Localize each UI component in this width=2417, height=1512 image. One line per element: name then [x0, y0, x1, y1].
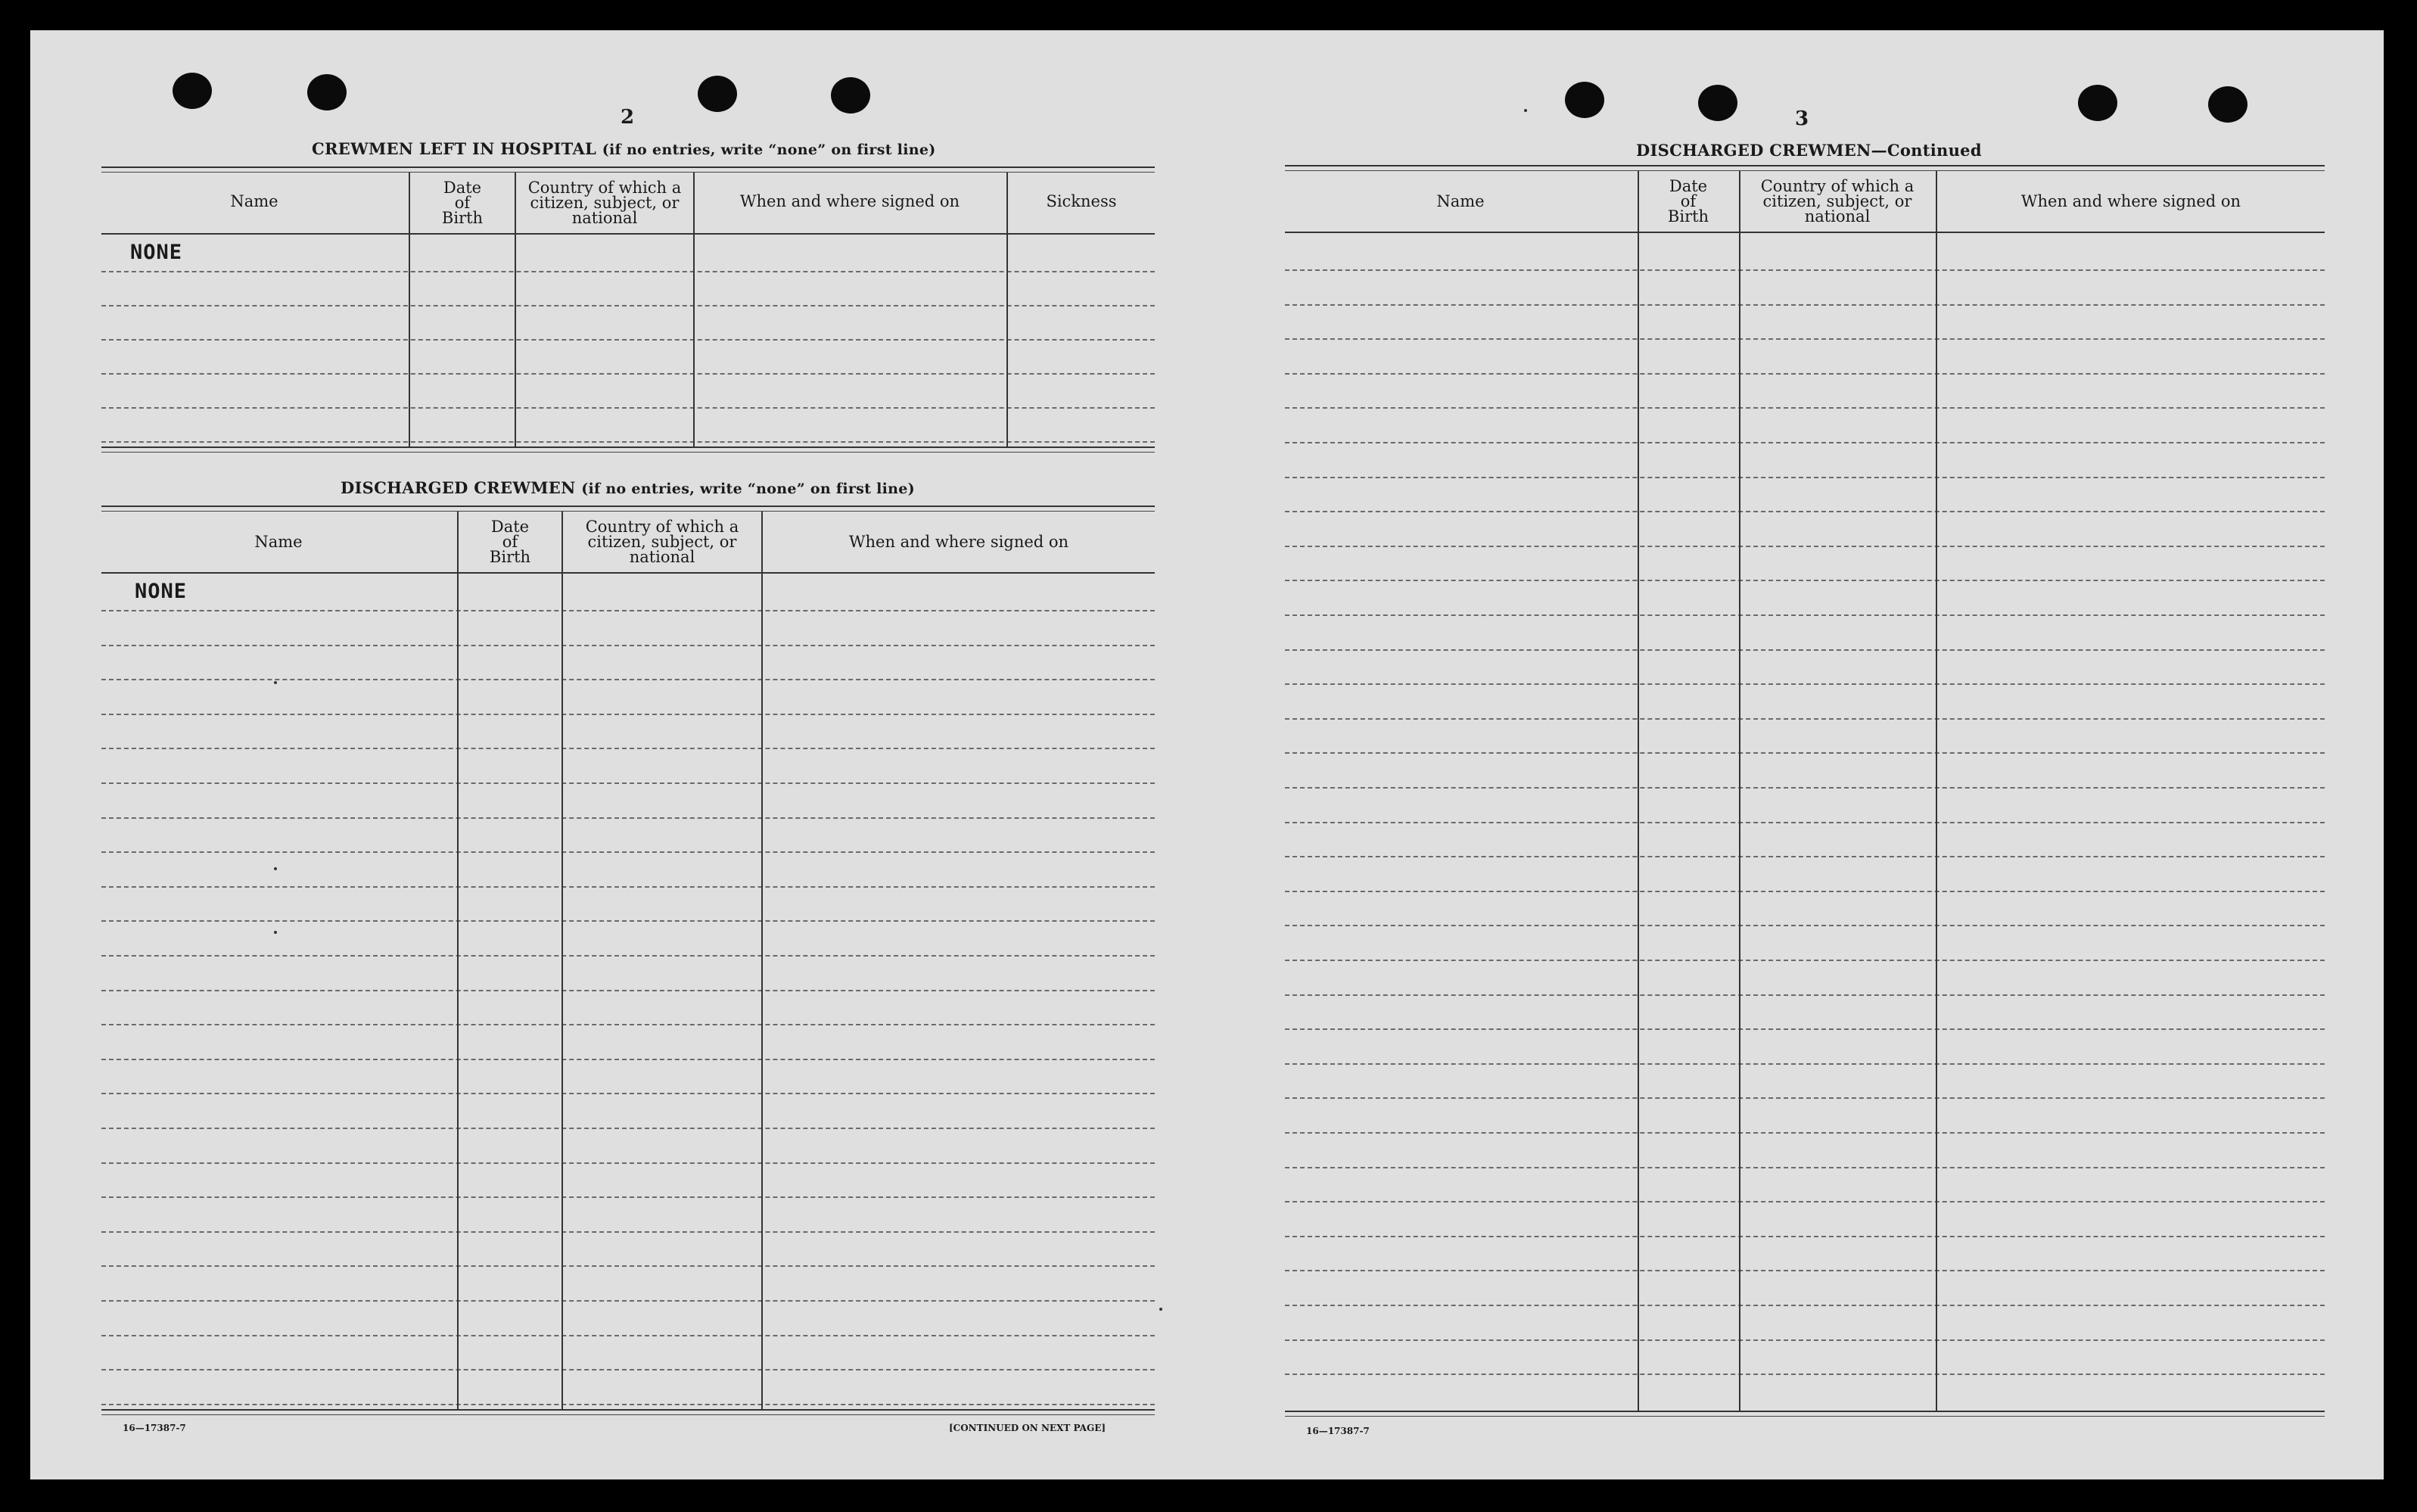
- discharged-col-divider: [561, 512, 563, 1409]
- ruled-line: [101, 645, 1155, 646]
- discharged-instruction: (if no entries, write “none” on first line): [581, 481, 915, 497]
- discharged-title-text: DISCHARGED CREWMEN: [341, 478, 576, 497]
- hospital-section-title: [312, 139, 936, 158]
- ruled-line: [1285, 1339, 2325, 1341]
- continued-bottom-rule: [1285, 1411, 2325, 1417]
- ruled-line: [1285, 614, 2325, 616]
- ruled-line: [1285, 1201, 2325, 1202]
- punch-hole: [2078, 85, 2117, 121]
- discharged-name-entry: NONE: [135, 580, 188, 603]
- ruled-line: [1285, 1374, 2325, 1375]
- hospital-title-text: CREWMEN LEFT IN HOSPITAL: [312, 139, 597, 158]
- ruled-line: [101, 714, 1155, 715]
- punch-hole: [831, 77, 870, 114]
- ruled-line: [101, 920, 1155, 922]
- ruled-line: [1285, 718, 2325, 720]
- ruled-line: [1285, 580, 2325, 581]
- discharged-col-divider: [457, 512, 459, 1409]
- ruled-line: [1285, 511, 2325, 512]
- ruled-line: [101, 1024, 1155, 1025]
- ruled-line: [1285, 856, 2325, 857]
- ruled-line: [1285, 994, 2325, 996]
- ruled-line: [1285, 822, 2325, 823]
- ruled-line: [101, 305, 1155, 306]
- speck: [274, 681, 277, 684]
- discharged-header-rule: [101, 572, 1155, 574]
- ruled-line: [1285, 546, 2325, 547]
- ruled-line: [101, 1093, 1155, 1094]
- ruled-line: [1285, 1236, 2325, 1237]
- speck: [1159, 1308, 1162, 1311]
- form-number-left: 16—17387-7: [123, 1423, 186, 1433]
- discharged-section-title: [341, 478, 915, 497]
- ruled-line: [101, 1404, 1155, 1405]
- ruled-line: [101, 748, 1155, 749]
- ruled-line: [1285, 1063, 2325, 1065]
- ruled-line: [1285, 477, 2325, 478]
- ruled-line: [101, 1369, 1155, 1370]
- continued-header-rule: [1285, 232, 2325, 233]
- ruled-line: [1285, 1028, 2325, 1030]
- hospital-col-sickness-header: Sickness: [1046, 192, 1117, 210]
- ruled-line: [101, 373, 1155, 375]
- ruled-line: [1285, 373, 2325, 375]
- continued-col-signed-header: When and where signed on: [2020, 192, 2241, 210]
- ruled-line: [101, 990, 1155, 991]
- ruled-line: [101, 679, 1155, 680]
- speck: [274, 931, 277, 934]
- ruled-line: [1285, 925, 2325, 926]
- continued-section-title: DISCHARGED CREWMEN—Continued: [1636, 141, 1982, 160]
- ruled-line: [1285, 1097, 2325, 1099]
- hospital-col-name-header: Name: [230, 192, 278, 210]
- speck: [1524, 109, 1527, 112]
- discharged-col-signed-header: When and where signed on: [848, 533, 1069, 551]
- ruled-line: [1285, 752, 2325, 754]
- punch-hole: [173, 73, 212, 109]
- ruled-line: [1285, 1305, 2325, 1306]
- discharged-top-rule: [101, 506, 1155, 512]
- hospital-top-rule: [101, 166, 1155, 173]
- ruled-line: [1285, 1167, 2325, 1168]
- ruled-line: [101, 886, 1155, 888]
- ruled-line: [1285, 1270, 2325, 1271]
- ruled-line: [101, 339, 1155, 341]
- hospital-col-signed-header: When and where signed on: [739, 192, 960, 210]
- hospital-col-country-header: Country of which a citizen, subject, or national: [527, 179, 682, 227]
- continued-col-name-header: Name: [1436, 192, 1485, 210]
- hospital-instruction: (if no entries, write “none” on first line): [602, 142, 936, 158]
- ruled-line: [101, 407, 1155, 409]
- hospital-col-divider: [693, 173, 695, 446]
- punch-hole: [1565, 82, 1604, 118]
- hospital-col-divider: [409, 173, 410, 446]
- punch-hole: [2208, 86, 2247, 123]
- discharged-col-country-header: Country of which a citizen, subject, or national: [585, 518, 739, 566]
- punch-hole: [307, 74, 347, 110]
- form-number-right: 16—17387-7: [1306, 1426, 1370, 1436]
- ruled-line: [101, 610, 1155, 611]
- ruled-line: [101, 1335, 1155, 1336]
- punch-hole: [1698, 85, 1737, 121]
- ruled-line: [1285, 891, 2325, 892]
- continued-col-country-header: Country of which a citizen, subject, or national: [1760, 177, 1915, 226]
- speck: [274, 867, 277, 870]
- ruled-line: [1285, 683, 2325, 685]
- ruled-line: [101, 782, 1155, 784]
- ruled-line: [101, 1128, 1155, 1129]
- discharged-col-divider: [761, 512, 763, 1409]
- ruled-line: [1285, 407, 2325, 409]
- ruled-line: [1285, 269, 2325, 271]
- ruled-line: [101, 441, 1155, 443]
- discharged-col-dob-header: Date of Birth: [489, 518, 531, 566]
- ruled-line: [101, 851, 1155, 853]
- continued-col-dob-header: Date of Birth: [1667, 177, 1709, 226]
- discharged-bottom-rule: [101, 1409, 1155, 1415]
- continued-col-divider: [1638, 171, 1639, 1411]
- ruled-line: [1285, 338, 2325, 340]
- ruled-line: [101, 1265, 1155, 1267]
- ruled-line: [101, 271, 1155, 272]
- ruled-line: [1285, 649, 2325, 651]
- continued-top-rule: [1285, 165, 2325, 171]
- continued-col-divider: [1936, 171, 1937, 1411]
- ruled-line: [101, 1300, 1155, 1302]
- ruled-line: [101, 1196, 1155, 1198]
- document-sheet: [30, 30, 2384, 1479]
- ruled-line: [101, 1059, 1155, 1060]
- ruled-line: [1285, 787, 2325, 789]
- ruled-line: [1285, 960, 2325, 961]
- ruled-line: [101, 1231, 1155, 1233]
- ruled-line: [101, 817, 1155, 819]
- continued-col-divider: [1739, 171, 1740, 1411]
- hospital-col-divider: [1006, 173, 1008, 446]
- page-number-left: 2: [621, 106, 635, 129]
- ruled-line: [101, 1162, 1155, 1164]
- page-number-right: 3: [1795, 107, 1809, 130]
- punch-hole: [698, 76, 737, 112]
- continued-note: [CONTINUED ON NEXT PAGE]: [949, 1423, 1106, 1433]
- ruled-line: [1285, 304, 2325, 306]
- hospital-bottom-rule: [101, 446, 1155, 453]
- hospital-name-entry: NONE: [130, 241, 183, 264]
- hospital-header-rule: [101, 233, 1155, 235]
- ruled-line: [1285, 442, 2325, 443]
- hospital-col-divider: [515, 173, 516, 446]
- discharged-col-name-header: Name: [254, 533, 303, 551]
- hospital-col-dob-header: Date of Birth: [441, 179, 484, 227]
- ruled-line: [1285, 1132, 2325, 1134]
- ruled-line: [101, 955, 1155, 957]
